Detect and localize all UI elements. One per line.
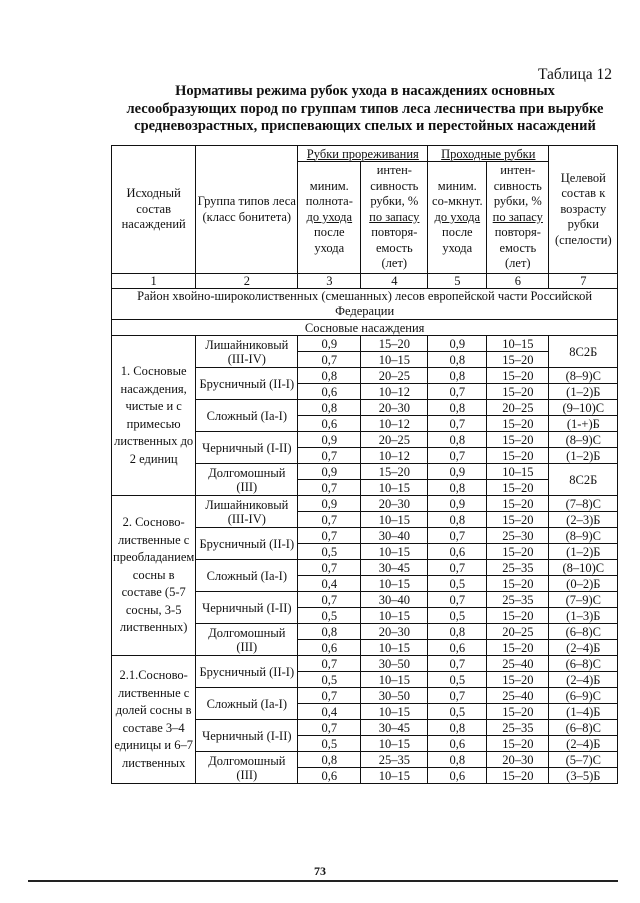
value-cell: 15–20 [487,480,549,496]
target-composition-cell: (9–10)С [549,400,618,416]
forest-type-cell: Черничный (I-II) [196,592,298,624]
value-cell: 15–20 [487,736,549,752]
target-composition-cell: (1–4)Б [549,704,618,720]
value-cell: 30–40 [361,528,428,544]
header-min-closure-a: миним. со-мкнут. [432,178,483,209]
value-cell: 10–15 [361,704,428,720]
value-cell: 0,7 [298,448,361,464]
forest-type-cell: Лишайниковый (III-IV) [196,336,298,368]
column-number: 1 [112,274,196,289]
value-cell: 30–50 [361,688,428,704]
value-cell: 0,5 [298,736,361,752]
target-composition-cell: (1–2)Б [549,544,618,560]
header-min-closure [428,162,487,274]
target-composition-cell: (2–4)Б [549,640,618,656]
target-composition-cell: (6–8)С [549,656,618,672]
value-cell: 0,5 [428,704,487,720]
value-cell: 20–25 [487,400,549,416]
value-cell: 15–20 [487,352,549,368]
target-composition-cell: (1–2)Б [549,384,618,400]
value-cell: 15–20 [487,576,549,592]
value-cell: 10–15 [361,480,428,496]
target-composition-cell: 8С2Б [549,464,618,496]
column-number: 2 [196,274,298,289]
target-composition-cell: (2–4)Б [549,672,618,688]
header-thinning-intensity-a: интен-сивность рубки, % [370,163,419,209]
value-cell: 0,8 [428,368,487,384]
value-cell: 0,7 [428,416,487,432]
value-cell: 30–40 [361,592,428,608]
header-forest-type-group: Группа типов леса (класс бонитета) [196,146,298,274]
value-cell: 10–15 [361,768,428,784]
value-cell: 0,7 [298,560,361,576]
column-number: 5 [428,274,487,289]
column-numbers-row [112,274,618,289]
value-cell: 15–20 [487,672,549,688]
header-passage-cuts: Проходные рубки [428,146,549,162]
norms-table [111,145,618,784]
value-cell: 0,9 [298,432,361,448]
value-cell: 30–45 [361,720,428,736]
table-title: Нормативы режима рубок ухода в насаждениях основных лесообразующих пород по группам типов леса лесничества при вырубке средневозрастных, приспевающих спелых и перестойных насаждений [126,83,604,134]
value-cell: 15–20 [487,432,549,448]
value-cell: 0,9 [428,496,487,512]
value-cell: 10–15 [361,672,428,688]
target-composition-cell: (8–9)С [549,432,618,448]
forest-type-cell: Долгомошный (III) [196,464,298,496]
table-row [112,496,618,512]
value-cell: 15–20 [487,704,549,720]
value-cell: 0,8 [298,368,361,384]
value-cell: 0,7 [298,352,361,368]
value-cell: 0,7 [298,720,361,736]
value-cell: 15–20 [487,368,549,384]
forest-type-cell: Брусничный (II-I) [196,528,298,560]
value-cell: 25–40 [487,656,549,672]
value-cell: 20–30 [487,752,549,768]
value-cell: 15–20 [487,544,549,560]
header-min-density-b: после ухода [314,225,345,255]
header-thinning-intensity-b: повторя-емость (лет) [371,225,418,271]
value-cell: 20–25 [361,368,428,384]
value-cell: 0,8 [428,352,487,368]
value-cell: 0,6 [428,768,487,784]
value-cell: 0,4 [298,576,361,592]
header-min-closure-u: до ухода [434,209,481,224]
forest-type-cell: Долгомошный (III) [196,752,298,784]
value-cell: 10–12 [361,384,428,400]
value-cell: 0,8 [298,752,361,768]
table-row [112,336,618,352]
value-cell: 0,9 [298,496,361,512]
header-min-density-a: миним. полнота- [305,178,353,209]
value-cell: 0,7 [428,656,487,672]
value-cell: 0,7 [428,384,487,400]
header-thinning-intensity-u: по запасу [369,209,420,224]
value-cell: 0,7 [298,592,361,608]
value-cell: 25–35 [487,592,549,608]
value-cell: 10–12 [361,416,428,432]
table-body [112,336,618,784]
column-number: 7 [549,274,618,289]
footer-divider [28,880,618,882]
value-cell: 15–20 [487,608,549,624]
value-cell: 10–15 [361,608,428,624]
target-composition-cell: (8–9)С [549,368,618,384]
value-cell: 0,7 [298,512,361,528]
forest-type-cell: Черничный (I-II) [196,432,298,464]
value-cell: 30–45 [361,560,428,576]
value-cell: 0,7 [298,688,361,704]
target-composition-cell: (2–3)Б [549,512,618,528]
header-passage-intensity [487,162,549,274]
target-composition-cell: (1-+)Б [549,416,618,432]
composition-cell: 2. Сосново-лиственные с преобладанием сосны в составе (5-7 сосны, 3-5 лиственных) [112,496,196,656]
composition-cell: 1. Сосновые насаждения, чистые и с примесью лиственных до 2 единиц [112,336,196,496]
header-passage-intensity-b: повторя-емость (лет) [494,225,541,271]
value-cell: 0,9 [298,336,361,352]
value-cell: 0,6 [428,640,487,656]
header-passage-intensity-a: интен-сивность рубки, % [493,163,542,209]
header-target-composition: Целевой состав к возрасту рубки (спелости) [549,146,618,274]
value-cell: 10–15 [487,464,549,480]
value-cell: 15–20 [487,448,549,464]
forest-type-cell: Брусничный (II-I) [196,368,298,400]
target-composition-cell: 8С2Б [549,336,618,368]
value-cell: 0,6 [298,640,361,656]
region-heading: Район хвойно-широколиственных (смешанных) лесов европейской части Российской Федерации [112,289,618,320]
value-cell: 0,8 [298,400,361,416]
value-cell: 15–20 [487,496,549,512]
forest-type-cell: Лишайниковый (III-IV) [196,496,298,528]
value-cell: 0,9 [428,336,487,352]
value-cell: 0,7 [428,688,487,704]
value-cell: 0,8 [298,624,361,640]
value-cell: 15–20 [487,384,549,400]
table-row [112,656,618,672]
value-cell: 0,8 [428,752,487,768]
value-cell: 0,5 [428,576,487,592]
value-cell: 15–20 [487,640,549,656]
value-cell: 0,7 [298,480,361,496]
value-cell: 20–25 [487,624,549,640]
value-cell: 0,5 [298,544,361,560]
target-composition-cell: (6–8)С [549,720,618,736]
value-cell: 0,9 [428,464,487,480]
table-label: Таблица 12 [537,66,612,83]
header-min-closure-b: после ухода [442,225,473,255]
value-cell: 10–12 [361,448,428,464]
value-cell: 25–35 [487,720,549,736]
target-composition-cell: (6–8)С [549,624,618,640]
target-composition-cell: (5–7)С [549,752,618,768]
column-number: 4 [361,274,428,289]
value-cell: 10–15 [361,544,428,560]
value-cell: 20–30 [361,400,428,416]
value-cell: 0,5 [298,672,361,688]
value-cell: 0,8 [428,720,487,736]
value-cell: 25–35 [487,560,549,576]
value-cell: 0,7 [298,528,361,544]
value-cell: 25–30 [487,528,549,544]
value-cell: 0,6 [298,384,361,400]
target-composition-cell: (2–4)Б [549,736,618,752]
target-composition-cell: (1–3)Б [549,608,618,624]
value-cell: 0,9 [298,464,361,480]
value-cell: 15–20 [361,336,428,352]
header-thinning-intensity [361,162,428,274]
value-cell: 0,8 [428,400,487,416]
value-cell: 0,5 [428,672,487,688]
value-cell: 20–30 [361,496,428,512]
value-cell: 0,6 [298,416,361,432]
value-cell: 25–40 [487,688,549,704]
target-composition-cell: (8–10)С [549,560,618,576]
value-cell: 0,4 [298,704,361,720]
value-cell: 20–30 [361,624,428,640]
target-composition-cell: (8–9)С [549,528,618,544]
value-cell: 0,6 [428,736,487,752]
value-cell: 10–15 [487,336,549,352]
value-cell: 30–50 [361,656,428,672]
target-composition-cell: (7–8)С [549,496,618,512]
value-cell: 0,7 [298,656,361,672]
value-cell: 10–15 [361,352,428,368]
target-composition-cell: (7–9)С [549,592,618,608]
value-cell: 0,5 [298,608,361,624]
header-initial-composition: Исходный состав насаждений [112,146,196,274]
header-thinning-cuts: Рубки прореживания [298,146,428,162]
value-cell: 0,5 [428,608,487,624]
target-composition-cell: (1–2)Б [549,448,618,464]
value-cell: 0,7 [428,448,487,464]
forest-type-cell: Сложный (Iа-I) [196,560,298,592]
value-cell: 20–25 [361,432,428,448]
value-cell: 0,8 [428,624,487,640]
header-passage-intensity-u: по запасу [492,209,543,224]
value-cell: 0,8 [428,480,487,496]
page-number: 73 [314,864,326,878]
forest-type-cell: Брусничный (II-I) [196,656,298,688]
value-cell: 10–15 [361,576,428,592]
target-composition-cell: (3–5)Б [549,768,618,784]
value-cell: 15–20 [487,768,549,784]
forest-type-cell: Сложный (Iа-I) [196,688,298,720]
value-cell: 10–15 [361,512,428,528]
forest-type-cell: Сложный (Iа-I) [196,400,298,432]
header-min-density-u: до ухода [306,209,353,224]
value-cell: 15–20 [487,512,549,528]
subsection-heading: Сосновые насаждения [112,320,618,336]
composition-cell: 2.1.Сосново-лиственные с долей сосны в составе 3–4 единицы и 6–7 лиственных [112,656,196,784]
header-min-density [298,162,361,274]
value-cell: 0,7 [428,560,487,576]
column-number: 6 [487,274,549,289]
column-number: 3 [298,274,361,289]
value-cell: 25–35 [361,752,428,768]
value-cell: 0,8 [428,432,487,448]
value-cell: 0,7 [428,592,487,608]
value-cell: 0,6 [298,768,361,784]
value-cell: 10–15 [361,640,428,656]
target-composition-cell: (6–9)С [549,688,618,704]
value-cell: 15–20 [361,464,428,480]
value-cell: 0,7 [428,528,487,544]
forest-type-cell: Черничный (I-II) [196,720,298,752]
target-composition-cell: (0–2)Б [549,576,618,592]
value-cell: 15–20 [487,416,549,432]
value-cell: 0,8 [428,512,487,528]
value-cell: 10–15 [361,736,428,752]
forest-type-cell: Долгомошный (III) [196,624,298,656]
value-cell: 0,6 [428,544,487,560]
